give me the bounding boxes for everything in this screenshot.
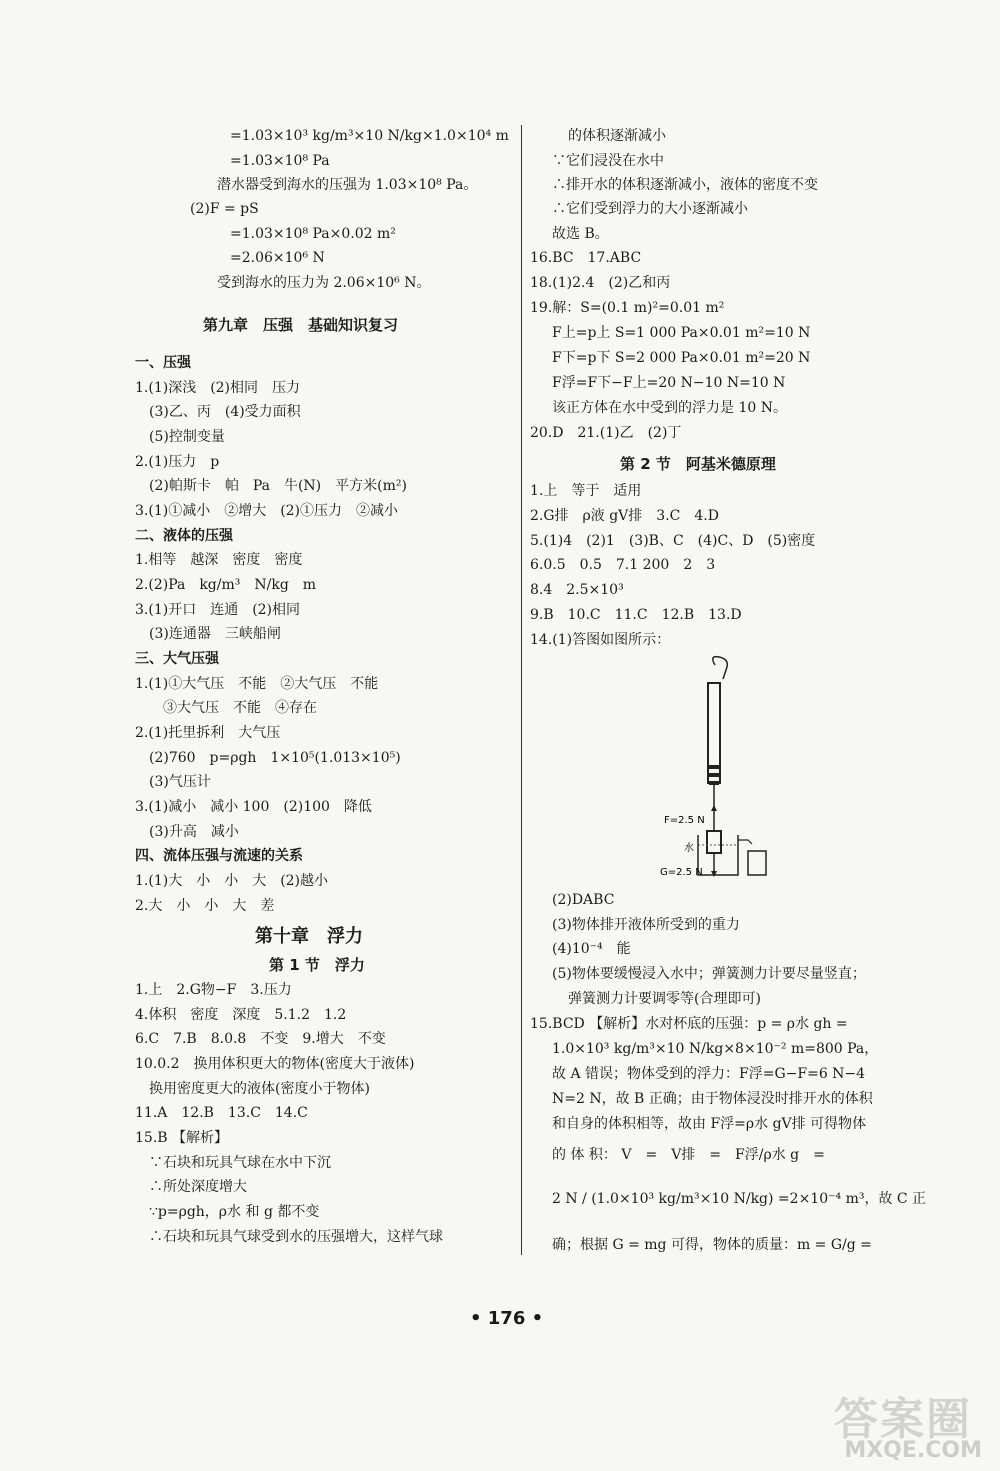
answer-line: =1.03×10⁸ Pa×0.02 m²	[230, 226, 396, 242]
answer-line: 3.(1)开口 连通 (2)相同	[135, 602, 301, 618]
chapter9-heading: 第九章 压强 基础知识复习	[203, 316, 399, 334]
answer-line: 受到海水的压力为 2.06×10⁶ N。	[217, 275, 431, 291]
answer-line: 1.(1)大 小 小 大 (2)越小	[135, 873, 329, 889]
answer-line: 15.B 【解析】	[135, 1130, 229, 1146]
answer-line: 5.(1)4 (2)1 (3)B、C (4)C、D (5)密度	[530, 533, 816, 549]
answer-line: F下=p下 S=2 000 Pa×0.01 m²=20 N	[552, 350, 811, 366]
catch-beaker	[748, 851, 766, 875]
column-divider	[521, 125, 522, 1255]
fig-label-force: F=2.5 N	[664, 815, 705, 826]
answer-line: =2.06×10⁶ N	[230, 250, 325, 266]
answer-line: 四、流体压强与流速的关系	[135, 848, 303, 864]
answer-line: 18.(1)2.4 (2)乙和丙	[530, 275, 671, 291]
answer-line: 15.BCD 【解析】水对杯底的压强：p = ρ水 gh =	[530, 1016, 848, 1032]
answer-line: 三、大气压强	[135, 651, 219, 667]
gravity-arrow-down	[711, 871, 717, 877]
watermark-url: MXQE.COM	[844, 1438, 982, 1463]
answer-line: (3)升高 减小	[149, 824, 239, 840]
answer-line: 3.(1)减小 减小 100 (2)100 降低	[135, 799, 372, 815]
answer-line: =1.03×10⁸ Pa	[230, 153, 330, 169]
answer-line: 11.A 12.B 13.C 14.C	[135, 1105, 308, 1121]
answer-line: 10.0.2 换用体积更大的物体(密度大于液体)	[135, 1056, 415, 1072]
answer-line: N=2 N，故 B 正确；由于物体浸没时排开水的体积	[552, 1091, 873, 1107]
answer-line: (5)控制变量	[149, 429, 225, 445]
answer-line: 14.(1)答图如图所示：	[530, 632, 671, 648]
answer-line: ③大气压 不能 ④存在	[163, 700, 317, 716]
answer-line: 1.0×10³ kg/m³×10 N/kg×8×10⁻² m=800 Pa，	[552, 1041, 879, 1057]
answer-line: 2.大 小 小 大 差	[135, 898, 275, 914]
answer-line: 16.BC 17.ABC	[530, 250, 642, 266]
object-block	[707, 831, 721, 853]
answer-line: 潜水器受到海水的压强为 1.03×10⁸ Pa。	[217, 177, 478, 193]
answer-line: (2)帕斯卡 帕 Pa 牛(N) 平方米(m²)	[149, 478, 407, 494]
answer-line: 8.4 2.5×10³	[530, 582, 624, 598]
answer-line: F上=p上 S=1 000 Pa×0.01 m²=10 N	[552, 325, 811, 341]
answer-line: 2.(2)Pa kg/m³ N/kg m	[135, 577, 317, 593]
section1-heading: 第 1 节 浮力	[269, 956, 365, 974]
answer-line: 2.(1)压力 p	[135, 454, 220, 470]
answer-line: 二、液体的压强	[135, 528, 233, 544]
answer-line: 弹簧测力计要调零等(合理即可)	[568, 991, 761, 1007]
answer-line: (5)物体要缓慢浸入水中；弹簧测力计要尽量竖直；	[552, 966, 866, 982]
answer-line: (2)760 p=ρgh 1×10⁵(1.013×10⁵)	[149, 750, 401, 766]
page-number: • 176 •	[470, 1308, 544, 1329]
force-arrow-up	[711, 805, 717, 811]
answer-line: ∴石块和玩具气球受到水的压强增大，这样气球	[149, 1229, 443, 1245]
answer-line: 2 N / (1.0×10³ kg/m³×10 N/kg) =2×10⁻⁴ m³，故 C 正	[552, 1191, 927, 1207]
answer-line: 9.B 10.C 11.C 12.B 13.D	[530, 607, 742, 623]
watermark-logo: 答案圈	[834, 1394, 972, 1445]
hand-icon	[713, 657, 728, 679]
answer-line: 1.上 等于 适用	[530, 483, 642, 499]
answer-line: =1.03×10³ kg/m³×10 N/kg×1.0×10⁴ m	[230, 128, 509, 144]
answer-line: 的体积逐渐减小	[568, 128, 666, 144]
answer-line: 的 体 积： V = V排 = F浮/ρ水 g =	[552, 1147, 825, 1163]
answer-line: 6.0.5 0.5 7.1 200 2 3	[530, 557, 716, 573]
answer-line: 4.体积 密度 深度 5.1.2 1.2	[135, 1007, 347, 1023]
answer-line: 1.上 2.G物−F 3.压力	[135, 982, 292, 998]
answer-line: 1.(1)①大气压 不能 ②大气压 不能	[135, 676, 379, 692]
watermark	[762, 1383, 982, 1463]
answer-line: 换用密度更大的液体(密度小于物体)	[149, 1081, 370, 1097]
fig-label-gravity: G=2.5 N	[660, 867, 703, 878]
answer-line: 20.D 21.(1)乙 (2)丁	[530, 425, 682, 441]
fig-label-water: 水	[684, 843, 694, 854]
answer-line: 2.G排 ρ液 gV排 3.C 4.D	[530, 508, 719, 524]
answer-line: (4)10⁻⁴ 能	[552, 941, 631, 957]
answer-line: (3)连通器 三峡船闸	[149, 626, 281, 642]
answer-line: 2.(1)托里拆利 大气压	[135, 725, 281, 741]
answer-line: 1.(1)深浅 (2)相同 压力	[135, 380, 301, 396]
answer-line: ∴排开水的体积逐渐减小，液体的密度不变	[552, 177, 818, 193]
answer-line: 故 A 错误；物体受到的浮力：F浮=G−F=6 N−4	[552, 1066, 866, 1082]
answer-line: 该正方体在水中受到的浮力是 10 N。	[552, 400, 787, 416]
answer-line: (2)F = pS	[190, 201, 259, 217]
answer-line: ∴所处深度增大	[149, 1179, 247, 1195]
answer-line: F浮=F下−F上=20 N−10 N=10 N	[552, 375, 786, 391]
answer-line: (2)DABC	[552, 892, 615, 908]
answer-line: 1.相等 越深 密度 密度	[135, 552, 303, 568]
answer-line: 确；根据 G = mg 可得，物体的质量：m = G/g =	[552, 1237, 872, 1253]
answer-line: 19.解：S=(0.1 m)²=0.01 m²	[530, 300, 725, 316]
answer-line: ∵石块和玩具气球在水中下沉	[149, 1155, 331, 1171]
chapter10-heading: 第十章 浮力	[255, 926, 363, 947]
spring-scale-diagram	[660, 655, 770, 885]
answer-line: ∴它们受到浮力的大小逐渐减小	[552, 201, 748, 217]
answer-line: 和自身的体积相等，故由 F浮=ρ水 gV排 可得物体	[552, 1116, 867, 1132]
answer-line: 一、压强	[135, 355, 191, 371]
answer-line: (3)物体排开液体所受到的重力	[552, 917, 740, 933]
answer-line: (3)乙、丙 (4)受力面积	[149, 404, 301, 420]
answer-line: 故选 B。	[552, 226, 609, 242]
answer-line: ∵p=ρgh，ρ水 和 g 都不变	[149, 1204, 320, 1220]
answer-line: (3)气压计	[149, 774, 211, 790]
overflow-cup	[698, 835, 738, 875]
answer-line: 3.(1)①减小 ②增大 (2)①压力 ②减小	[135, 503, 399, 519]
section2-heading: 第 2 节 阿基米德原理	[620, 455, 776, 473]
answer-line: 6.C 7.B 8.0.8 不变 9.增大 不变	[135, 1031, 386, 1047]
answer-line: ∵它们浸没在水中	[552, 153, 664, 169]
